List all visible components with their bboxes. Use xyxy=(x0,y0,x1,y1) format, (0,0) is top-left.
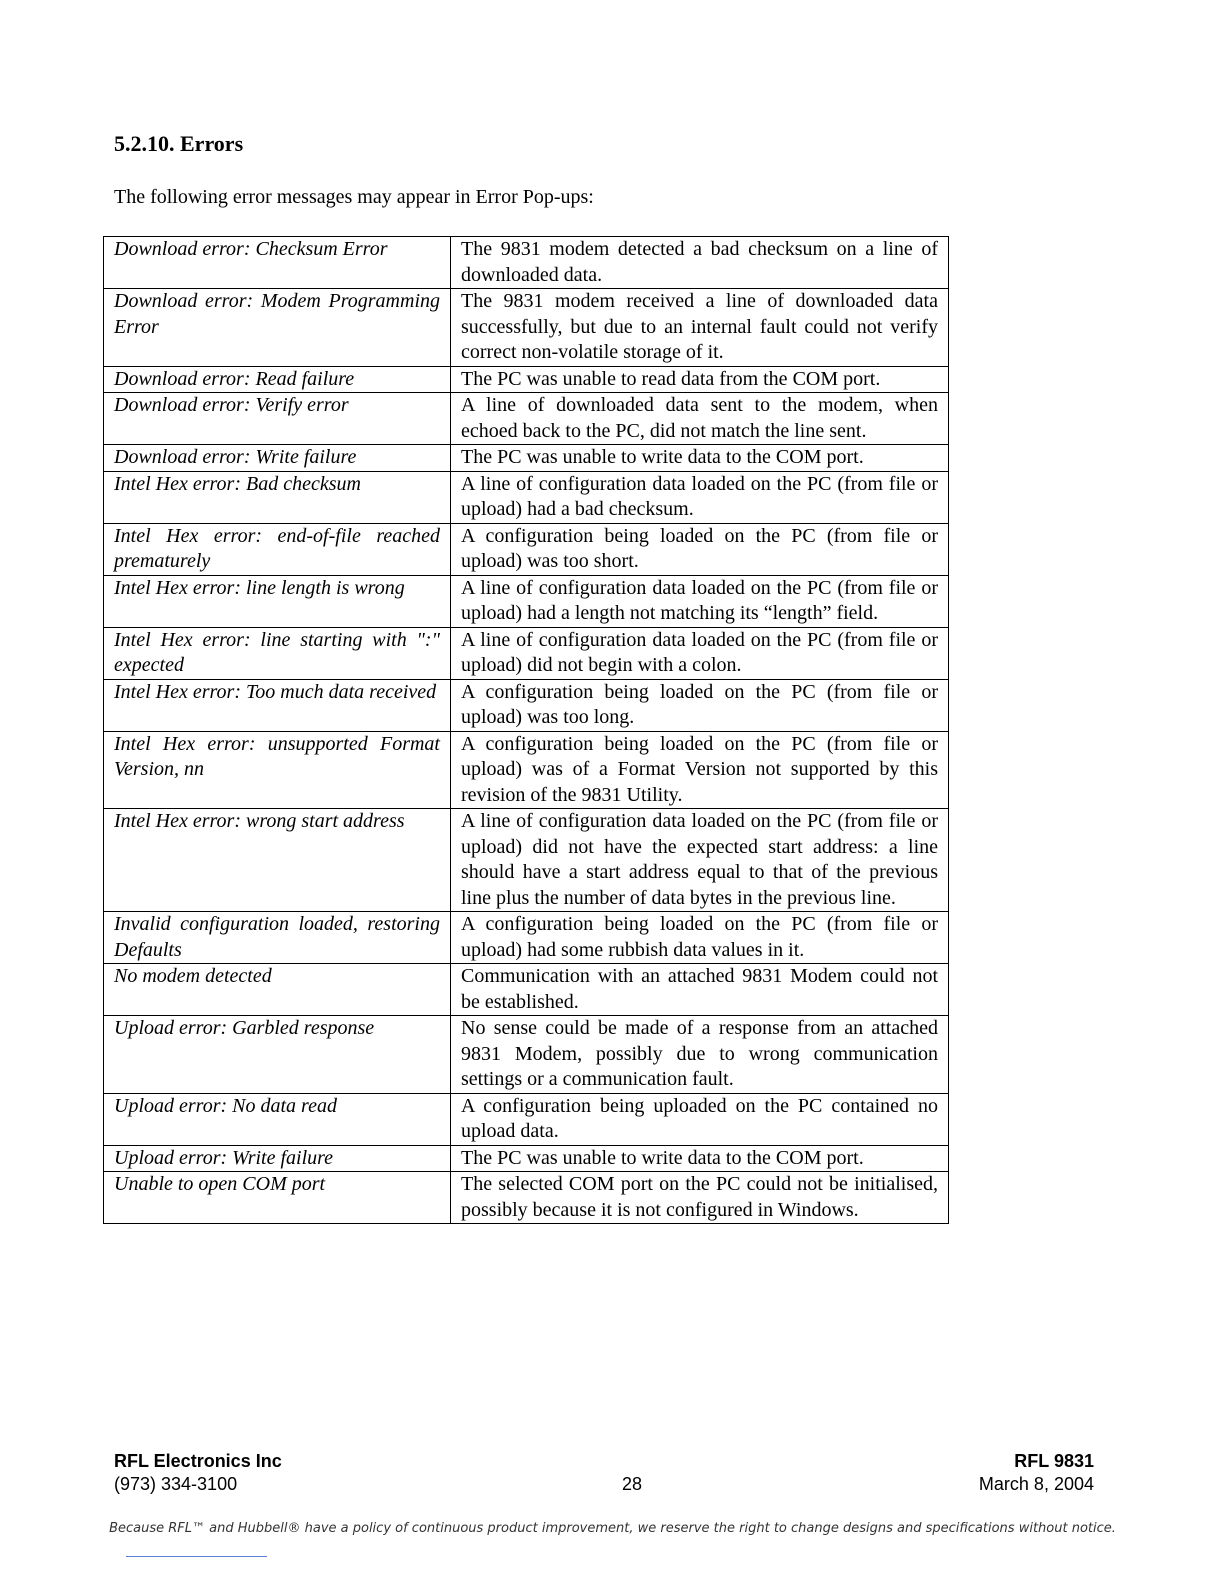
error-description: A configuration being loaded on the PC (from file or upload) was of a Format Version not supported by this revision of the 9831 Utility. xyxy=(451,731,949,809)
error-message: Upload error: Garbled response xyxy=(104,1016,451,1094)
table-row xyxy=(104,366,949,393)
table-row xyxy=(104,1145,949,1172)
error-message: Download error: Read failure xyxy=(104,366,451,393)
table-row xyxy=(104,471,949,523)
table-row xyxy=(104,393,949,445)
error-message: Download error: Modem Programming Error xyxy=(104,289,451,367)
error-message: Upload error: No data read xyxy=(104,1093,451,1145)
error-description: A line of configuration data loaded on the PC (from file or upload) had a length not matching its “length” field. xyxy=(451,575,949,627)
error-description: The PC was unable to read data from the COM port. xyxy=(451,366,949,393)
error-message: Intel Hex error: unsupported Format Version, nn xyxy=(104,731,451,809)
intro-text: The following error messages may appear in Error Pop-ups: xyxy=(114,186,594,208)
error-description: A configuration being loaded on the PC (from file or upload) had some rubbish data values in it. xyxy=(451,912,949,964)
error-description: A configuration being uploaded on the PC contained no upload data. xyxy=(451,1093,949,1145)
table-row xyxy=(104,237,949,289)
error-message: Intel Hex error: line starting with ":" expected xyxy=(104,627,451,679)
footer-link-underline xyxy=(126,1556,267,1557)
table-row xyxy=(104,731,949,809)
error-message: Download error: Checksum Error xyxy=(104,237,451,289)
table-row xyxy=(104,964,949,1016)
error-description: A line of configuration data loaded on the PC (from file or upload) did not have the expected start address: a line should have a start address equal to that of the previous line plus the number of data bytes in the previous line. xyxy=(451,809,949,912)
table-row xyxy=(104,1172,949,1224)
section-heading: 5.2.10. Errors xyxy=(114,131,244,156)
error-description: The PC was unable to write data to the COM port. xyxy=(451,1145,949,1172)
error-description: A configuration being loaded on the PC (from file or upload) was too short. xyxy=(451,523,949,575)
error-description: A line of configuration data loaded on the PC (from file or upload) had a bad checksum. xyxy=(451,471,949,523)
table-row xyxy=(104,627,949,679)
table-row xyxy=(104,1093,949,1145)
error-message: No modem detected xyxy=(104,964,451,1016)
error-message: Intel Hex error: line length is wrong xyxy=(104,575,451,627)
error-description: No sense could be made of a response from an attached 9831 Modem, possibly due to wrong communication settings or a communication fault. xyxy=(451,1016,949,1094)
error-description: A configuration being loaded on the PC (from file or upload) was too long. xyxy=(451,679,949,731)
error-message: Intel Hex error: end-of-file reached prematurely xyxy=(104,523,451,575)
table-row xyxy=(104,809,949,912)
table-row xyxy=(104,912,949,964)
table-row xyxy=(104,445,949,472)
table-row xyxy=(104,575,949,627)
error-message: Intel Hex error: Too much data received xyxy=(104,679,451,731)
error-message: Invalid configuration loaded, restoring Defaults xyxy=(104,912,451,964)
error-message: Download error: Verify error xyxy=(104,393,451,445)
error-message: Intel Hex error: wrong start address xyxy=(104,809,451,912)
footer-date: March 8, 2004 xyxy=(978,1474,1094,1494)
error-description: A line of configuration data loaded on the PC (from file or upload) did not begin with a colon. xyxy=(451,627,949,679)
table-row xyxy=(104,1016,949,1094)
error-description: The selected COM port on the PC could not be initialised, possibly because it is not configured in Windows. xyxy=(451,1172,949,1224)
table-row xyxy=(104,679,949,731)
error-description: The 9831 modem received a line of downloaded data successfully, but due to an internal fault could not verify correct non-volatile storage of it. xyxy=(451,289,949,367)
error-description: Communication with an attached 9831 Modem could not be established. xyxy=(451,964,949,1016)
footer-company: RFL Electronics Inc xyxy=(114,1451,282,1471)
table-row xyxy=(104,289,949,367)
error-message: Unable to open COM port xyxy=(104,1172,451,1224)
error-description: A line of downloaded data sent to the modem, when echoed back to the PC, did not match the line sent. xyxy=(451,393,949,445)
error-message: Intel Hex error: Bad checksum xyxy=(104,471,451,523)
footer-disclaimer: Because RFL™ and Hubbell® have a policy of continuous product improvement, we reserve the right to change designs and specifications without notice. xyxy=(109,1521,1116,1536)
error-message: Upload error: Write failure xyxy=(104,1145,451,1172)
error-description: The 9831 modem detected a bad checksum on a line of downloaded data. xyxy=(451,237,949,289)
footer-page-number: 28 xyxy=(622,1474,643,1494)
error-description: The PC was unable to write data to the COM port. xyxy=(451,445,949,472)
table-row xyxy=(104,523,949,575)
error-message: Download error: Write failure xyxy=(104,445,451,472)
footer-phone: (973) 334-3100 xyxy=(114,1474,238,1494)
footer-product: RFL 9831 xyxy=(1014,1451,1094,1471)
error-messages-table xyxy=(103,236,949,1224)
